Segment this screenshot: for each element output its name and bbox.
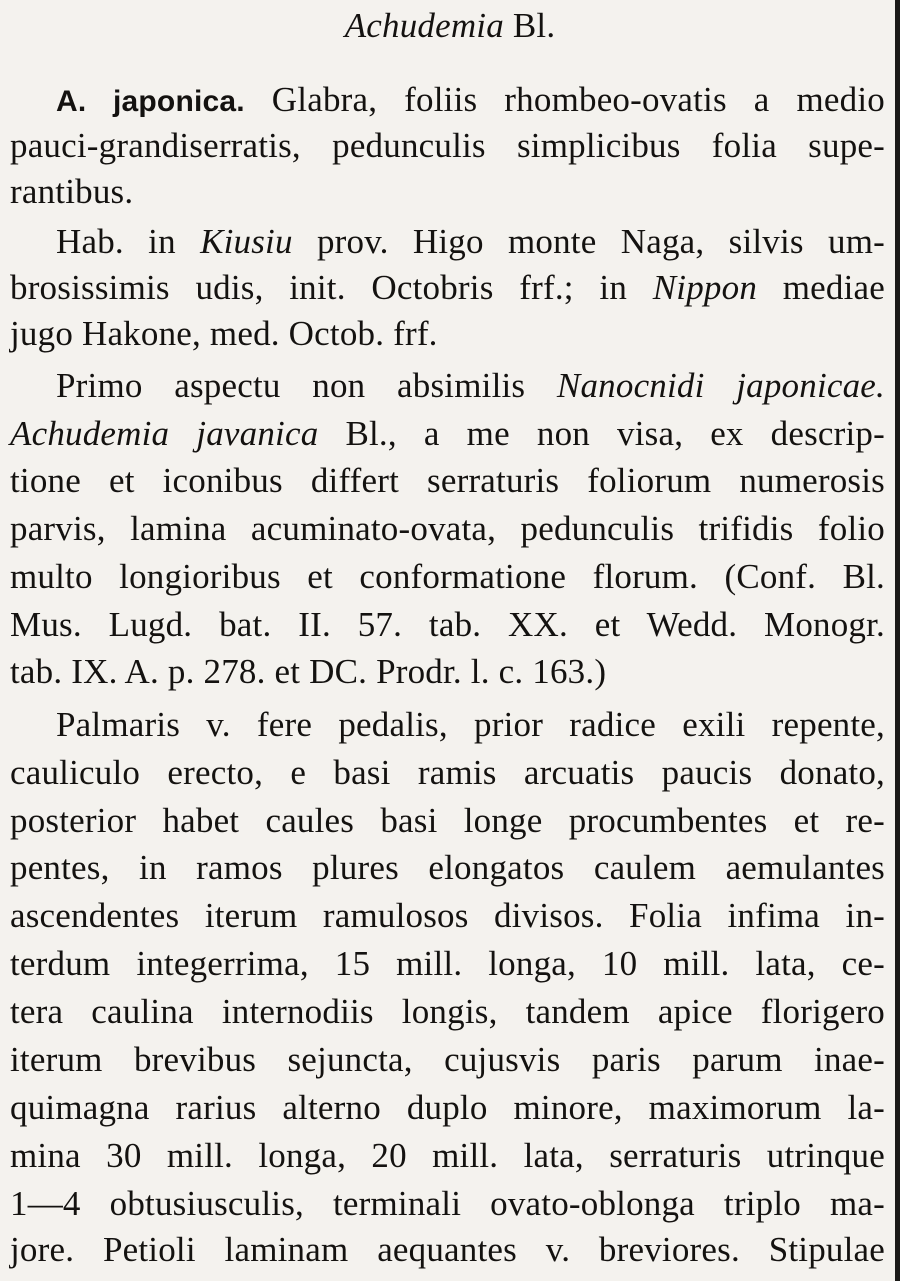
text-line: jugo Hakone, med. Octob. frf. — [10, 314, 438, 353]
heading-genus: Achudemia — [344, 6, 504, 45]
text-line: terdum integerrima, 15 mill. longa, 10 mill. lata, ce- — [10, 944, 885, 983]
habitat-line: Hab. in Kiusiu prov. Higo monte Naga, silvis um- — [56, 222, 885, 261]
page-heading — [0, 4, 900, 48]
text-line: 1—4 obtusiusculis, terminali ovato-oblonga triplo ma- — [10, 1184, 885, 1223]
text-line: posterior habet caules basi longe procumbentes et re- — [10, 801, 885, 840]
comparison-line: Primo aspectu non absimilis Nanocnidi japonicae. — [56, 366, 885, 405]
text-line: Mus. Lugd. bat. II. 57. tab. XX. et Wedd. Monogr. — [10, 605, 885, 644]
species-diagnosis-line: A. japonica. Glabra, foliis rhombeo-ovatis a medio — [56, 80, 885, 119]
text-line: multo longioribus et conformatione florum. (Conf. Bl. — [10, 557, 885, 596]
text-line: pauci-grandiserratis, pedunculis simplicibus folia supe- — [10, 126, 885, 165]
text-line: jore. Petioli laminam aequantes v. breviores. Stipulae — [10, 1230, 885, 1269]
text-line: cauliculo erecto, e basi ramis arcuatis paucis donato, — [10, 753, 885, 792]
text-line: rantibus. — [10, 172, 134, 211]
text-line: tera caulina internodiis longis, tandem apice florigero — [10, 992, 885, 1031]
text-line: ascendentes iterum ramulosos divisos. Folia infima in- — [10, 896, 885, 935]
text-line: parvis, lamina acuminato-ovata, pedunculis trifidis folio — [10, 509, 885, 548]
text-line: quimagna rarius alterno duplo minore, maximorum la- — [10, 1088, 885, 1127]
heading-author: Bl. — [512, 6, 556, 45]
text-line: tione et iconibus differt serraturis foliorum numerosis — [10, 461, 885, 500]
species-name: A. japonica. — [56, 85, 245, 118]
text-line: pentes, in ramos plures elongatos caulem aemulantes — [10, 848, 885, 887]
text-line: Achudemia javanica Bl., a me non visa, ex descrip- — [10, 414, 885, 453]
text-line: iterum brevibus sejuncta, cujusvis paris parum inae- — [10, 1040, 885, 1079]
text-line: brosissimis udis, init. Octobris frf.; in Nippon mediae — [10, 268, 885, 307]
description-line: Palmaris v. fere pedalis, prior radice exili repente, — [56, 705, 885, 744]
text-line: tab. IX. A. p. 278. et DC. Prodr. l. c. 163.) — [10, 652, 607, 691]
text-line: mina 30 mill. longa, 20 mill. lata, serraturis utrinque — [10, 1136, 885, 1175]
